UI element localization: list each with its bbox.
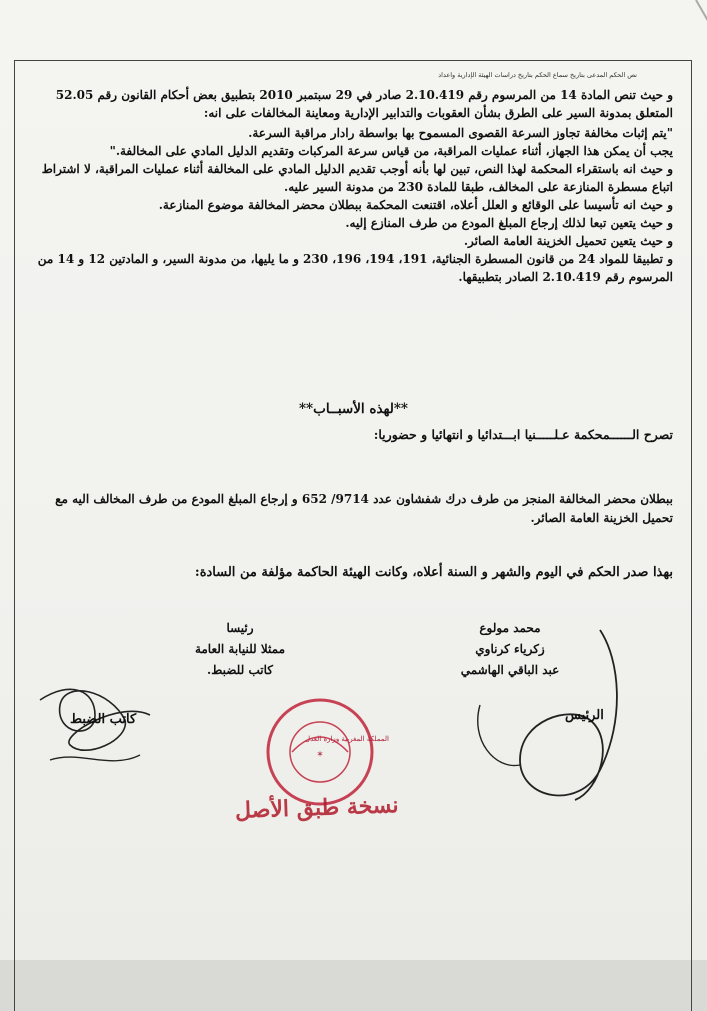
clerk-name: عبد الباقي الهاشمي xyxy=(460,663,560,677)
paragraph-article-14: و حيث تنص المادة 14 من المرسوم رقم 2.10.419 صادر في 29 سبتمبر 2010 بتطبيق بعض أحكام القانون رقم 52.05 المتعلق بمدونة السير على الطرق بشأن العقوبات والتدابير الإدارية ومعاينة المخالفات على انه: xyxy=(55,88,673,120)
quoted-text-1: "يتم إثبات مخالفة تجاوز السرعة القصوى المسموح بها بواسطة رادار مراقبة السرعة. xyxy=(248,126,673,140)
ruling-line-1: ببطلان محضر المخالفة المنجز من طرف درك شفشاون عدد 9714/ 652 و إرجاع المبلغ المودع من طرف المخالف اليه مع xyxy=(55,492,673,506)
paragraph-refund: و حيث يتعين تبعا لذلك إرجاع المبلغ المودع من طرف المنازع إليه. xyxy=(345,216,673,230)
ruling-line-2: تحميل الخزينة العامة الصائر. xyxy=(530,511,673,525)
clerk-role: كاتب للضبط. xyxy=(207,663,273,677)
clerk-signature-label: كاتب الضبط xyxy=(70,712,137,727)
certified-copy-stamp: نسخة طبق الأصل xyxy=(234,792,399,824)
paragraph-costs: و حيث يتعين تحميل الخزينة العامة الصائر. xyxy=(463,234,673,248)
closing-statement: بهذا صدر الحكم في اليوم والشهر و السنة أعلاه، وكانت الهيئة الحاكمة مؤلفة من السادة: xyxy=(194,565,673,580)
judge-role: رئيسا xyxy=(226,621,254,635)
court-declaration: تصرح الــــــمحكمة عـلـــــنيا ابـــتدائيا و انتهائيا و حضوريا: xyxy=(373,427,673,442)
prosecutor-role: ممثلا للنيابة العامة xyxy=(194,642,286,656)
quoted-text-2: يجب أن يمكن هذا الجهاز، أثناء عمليات المراقبة، من قياس سرعة المركبات وتقديم الدليل المادي على المخالفة." xyxy=(109,144,673,158)
header-note: نص الحكم المدعى بتاريخ سماع الحكم بتاريخ دراسات الهيئة الإدارية واعداد xyxy=(438,71,637,79)
president-signature-label: الرئيس xyxy=(565,708,604,723)
court-seal xyxy=(268,700,372,804)
president-signature-tail xyxy=(478,705,520,766)
svg-text:✶: ✶ xyxy=(316,750,324,760)
paragraph-conviction: و حيث انه تأسيسا على الوقائع و العلل أعلاه، اقتنعت المحكمة ببطلان محضر المخالفة موضوع المنازعة. xyxy=(158,198,673,212)
paragraph-court-finding: و حيث انه باستقراء المحكمة لهذا النص، تبين لها بأنه أوجب تقديم الدليل المادي على المخالفة أثناء عمليات المراقبة، لا اشتراط اتباع مسطرة المنازعة على المخالف، طبقا للمادة 230 من مدونة السير عليه. xyxy=(41,162,673,194)
section-heading: **لهذه الأسبــاب** xyxy=(298,401,408,417)
judge-name: محمد مولوع xyxy=(479,621,541,635)
paragraph-legal-basis: و تطبيقا للمواد 24 من قانون المسطرة الجنائية، 191، 194، 196، 230 و ما يليها، من مدونة السير، و المادتين 12 و 14 من المرسوم رقم 2.10.419 الصادر بتطبيقها. xyxy=(37,252,673,284)
seal-text: المملكة المغربية وزارة العدل xyxy=(305,735,389,743)
prosecutor-name: زكرياء كرناوي xyxy=(475,642,545,656)
clerk-signature-stroke xyxy=(50,755,140,761)
